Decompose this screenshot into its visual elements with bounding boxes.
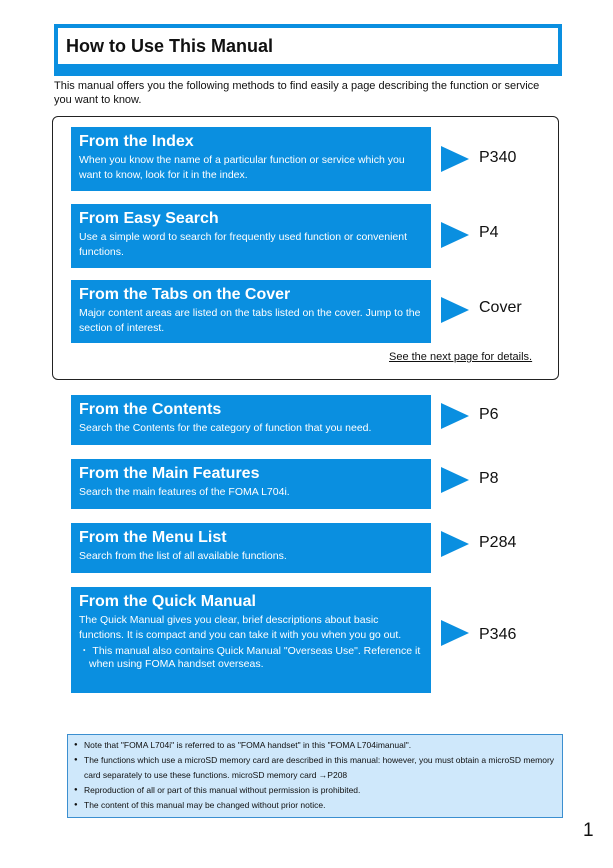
page-title: How to Use This Manual [66,35,274,56]
page-ref-menu-list[interactable]: P284 [479,534,517,551]
method-title: From Easy Search [79,210,219,227]
method-desc: Major content areas are listed on the tabs listed on the cover. Jump to the section of interest. [79,307,421,334]
page-ref-easy-search[interactable]: P4 [479,224,499,241]
notes-box [67,734,563,818]
method-title: From the Menu List [79,529,227,546]
arrow-right-icon [441,146,469,172]
method-desc: When you know the name of a particular function or service which you want to know, look for it in the index. [79,154,405,181]
method-card-contents[interactable] [71,395,431,445]
method-card-main-features[interactable] [71,459,431,509]
arrow-right-icon [441,222,469,248]
arrow-right-icon [441,531,469,557]
page-ref-quick-manual[interactable]: P346 [479,626,517,643]
method-card-index[interactable] [71,127,431,191]
method-note: ・ This manual also contains Quick Manual "Overseas Use". Reference it when using FOMA handset overseas. [79,645,421,670]
method-title: From the Contents [79,401,222,418]
page-ref-main-features[interactable]: P8 [479,470,499,487]
method-card-tabs[interactable] [71,280,431,343]
note-item: ● The content of this manual may be changed without prior notice. [74,798,556,813]
see-next-link[interactable]: See the next page for details. [389,351,533,363]
arrow-right-icon [441,297,469,323]
method-card-menu-list[interactable] [71,523,431,573]
method-desc: Use a simple word to search for frequently used function or convenient functions. [79,231,408,258]
arrow-right-icon [441,403,469,429]
method-card-quick-manual[interactable] [71,587,431,693]
page-ref-contents[interactable]: P6 [479,406,499,423]
method-desc: Search the Contents for the category of function that you need. [79,422,372,434]
note-item: ● Reproduction of all or part of this manual without permission is prohibited. [74,783,556,798]
title-bar [54,24,562,76]
intro-text: This manual offers you the following methods to find easily a page describing the function or service you want to know. [54,80,540,106]
method-title: From the Tabs on the Cover [79,286,291,303]
method-desc: The Quick Manual gives you clear, brief descriptions about basic functions. It is compact and you can take it with you when you go out. [79,614,402,641]
arrow-right-icon [441,620,469,646]
method-desc: Search from the list of all available functions. [79,550,287,562]
arrow-right-icon [441,467,469,493]
method-title: From the Quick Manual [79,593,256,610]
page-ref-index[interactable]: P340 [479,149,517,166]
method-title: From the Index [79,133,194,150]
note-item: ● The functions which use a microSD memory card are described in this manual: however, you must obtain a microSD memory card separately to use these functions. microSD memory card →P208 [74,753,556,783]
method-desc: Search the main features of the FOMA L704i. [79,486,290,498]
page-ref-tabs[interactable]: Cover [479,299,522,316]
page-number: 1 [583,820,594,841]
method-card-easy-search[interactable] [71,204,431,268]
method-title: From the Main Features [79,465,260,482]
note-item: ● Note that "FOMA L704i" is referred to as "FOMA handset" in this "FOMA L704imanual". [74,738,556,753]
